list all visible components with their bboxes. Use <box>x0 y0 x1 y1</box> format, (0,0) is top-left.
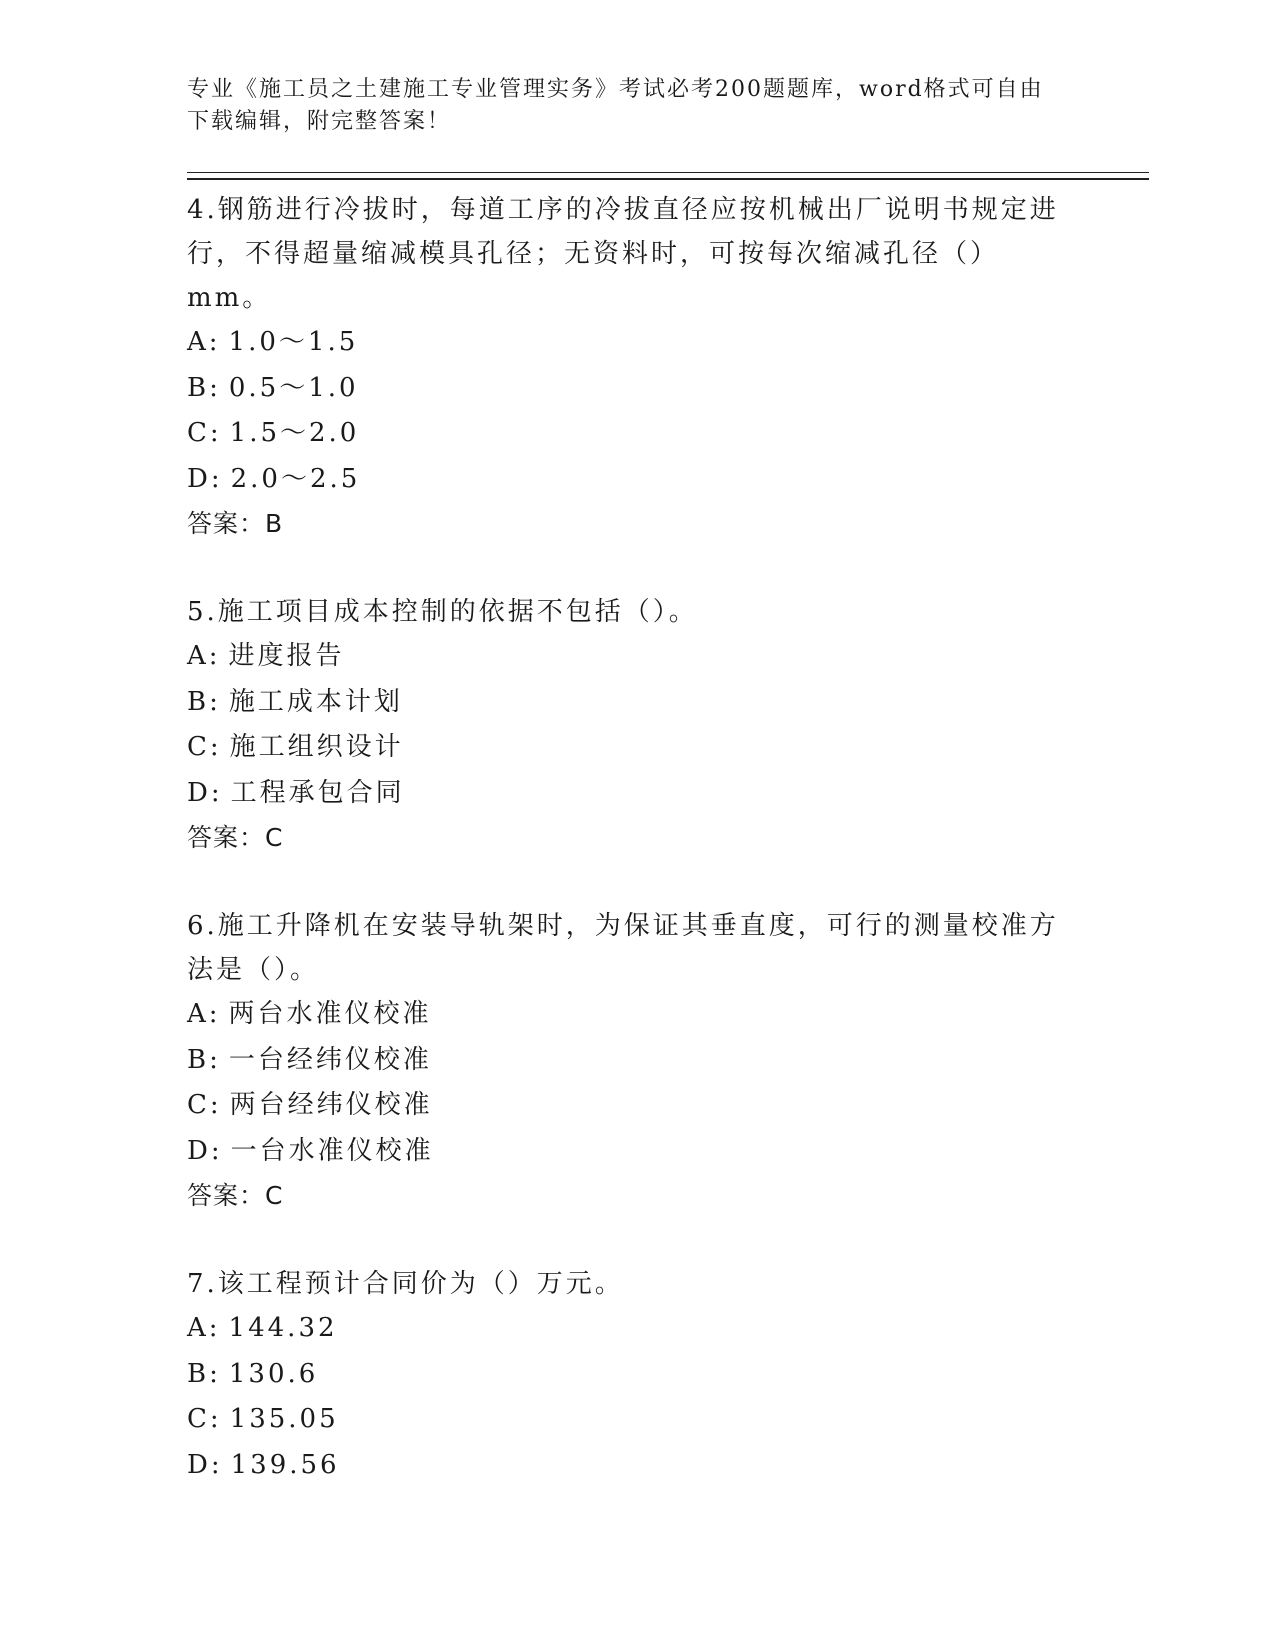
option-a <box>187 992 1067 1038</box>
question-stem-line-1: 5.施工项目成本控制的依据不包括（）。 <box>187 597 698 627</box>
option-text: 一台经纬仪校准 <box>228 1044 432 1075</box>
question-stem <box>187 904 1067 992</box>
question-5 <box>187 590 1067 860</box>
option-letter: D: <box>187 1449 223 1480</box>
option-d <box>187 771 1067 817</box>
option-text: 139.56 <box>230 1449 340 1480</box>
option-text: 施工成本计划 <box>228 686 403 717</box>
option-letter: C: <box>187 1404 222 1434</box>
option-b <box>187 1038 1067 1084</box>
option-letter: A: <box>187 327 221 357</box>
option-letter: A: <box>187 641 221 671</box>
header-line-1: 专业《施工员之土建施工专业管理实务》考试必考200题题库，word格式可自由 <box>187 77 1044 102</box>
question-stem <box>187 590 1067 634</box>
answer-line: 答案：C <box>187 823 284 852</box>
question-stem-line-1: 7.该工程预计合同价为（）万元。 <box>187 1269 624 1299</box>
option-text: 两台水准仪校准 <box>228 999 432 1029</box>
question-stem <box>187 188 1067 320</box>
option-letter: A: <box>187 1313 221 1343</box>
option-text: 144.32 <box>228 1313 338 1343</box>
question-spacer <box>187 860 1067 904</box>
option-d <box>187 1129 1067 1175</box>
option-text: 进度报告 <box>228 641 345 671</box>
question-stem-line-2: 法是（）。 <box>187 955 320 985</box>
question-stem-line-2: 行，不得超量缩减模具孔径；无资料时，可按每次缩减孔径（）mm。 <box>187 239 1000 313</box>
document-header <box>187 74 1067 138</box>
question-spacer <box>187 546 1067 590</box>
option-letter: D: <box>187 463 223 494</box>
option-letter: B: <box>187 372 221 403</box>
question-spacer <box>187 1218 1067 1262</box>
question-6 <box>187 904 1067 1218</box>
option-c <box>187 1083 1067 1129</box>
option-d <box>187 457 1067 503</box>
header-rule-thin <box>187 172 1149 173</box>
option-c <box>187 1397 1067 1443</box>
option-text: 1.0～1.5 <box>228 327 359 357</box>
option-c <box>187 725 1067 771</box>
question-list <box>187 188 1067 1488</box>
option-letter: A: <box>187 999 221 1029</box>
option-letter: D: <box>187 777 223 808</box>
option-text: 一台水准仪校准 <box>230 1135 434 1166</box>
option-text: 工程承包合同 <box>230 777 405 808</box>
question-stem <box>187 1262 1067 1306</box>
option-text: 施工组织设计 <box>229 732 404 762</box>
option-d <box>187 1443 1067 1489</box>
answer-line: 答案：B <box>187 509 284 538</box>
option-letter: D: <box>187 1135 223 1166</box>
question-4 <box>187 188 1067 546</box>
option-c <box>187 411 1067 457</box>
question-7 <box>187 1262 1067 1488</box>
answer-line: 答案：C <box>187 1181 284 1210</box>
header-line-2: 下载编辑，附完整答案！ <box>187 109 452 134</box>
option-a <box>187 320 1067 366</box>
option-text: 两台经纬仪校准 <box>229 1090 433 1120</box>
option-letter: C: <box>187 732 222 762</box>
option-letter: B: <box>187 1358 221 1389</box>
option-letter: B: <box>187 686 221 717</box>
option-b <box>187 1352 1067 1398</box>
option-text: 2.0～2.5 <box>230 463 361 494</box>
option-text: 0.5～1.0 <box>228 372 359 403</box>
question-stem-line-1: 6.施工升降机在安装导轨架时，为保证其垂直度，可行的测量校准方 <box>187 911 1059 941</box>
question-stem-line-1: 4.钢筋进行冷拔时，每道工序的冷拔直径应按机械出厂说明书规定进 <box>187 195 1059 225</box>
option-letter: C: <box>187 418 222 448</box>
option-letter: C: <box>187 1090 222 1120</box>
option-b <box>187 366 1067 412</box>
option-a <box>187 1306 1067 1352</box>
option-letter: B: <box>187 1044 221 1075</box>
option-b <box>187 680 1067 726</box>
option-a <box>187 634 1067 680</box>
option-text: 1.5～2.0 <box>229 418 360 448</box>
option-text: 135.05 <box>229 1404 339 1434</box>
option-text: 130.6 <box>228 1358 319 1389</box>
header-rule-thick <box>187 178 1149 180</box>
